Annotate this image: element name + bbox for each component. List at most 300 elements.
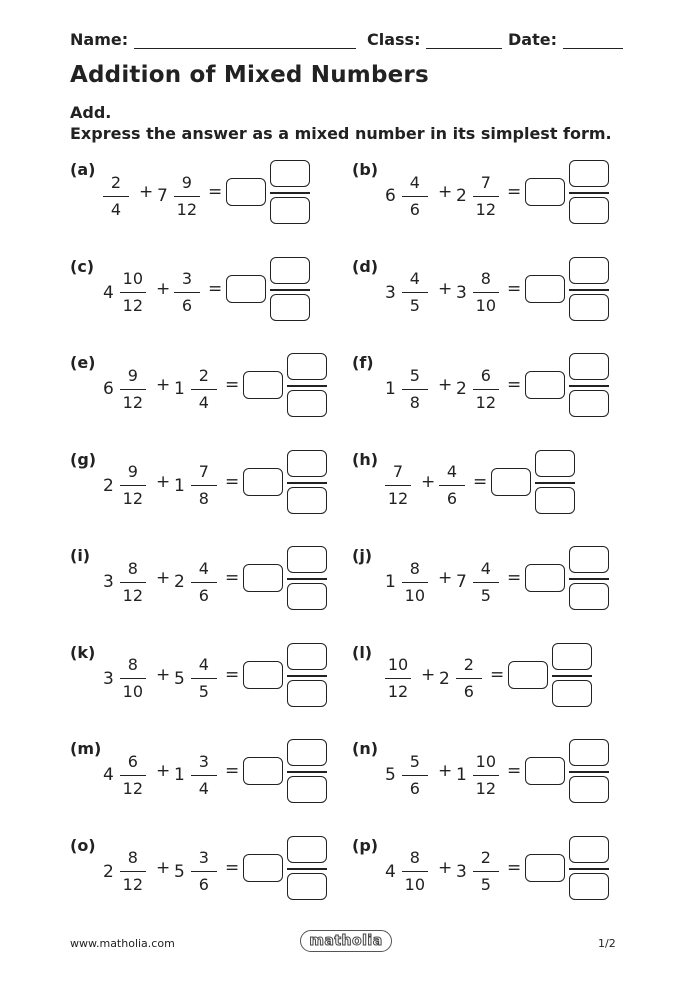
instruction-add: Add. [70, 103, 112, 122]
denominator: 12 [122, 392, 143, 412]
fraction [473, 366, 499, 413]
fraction [191, 752, 217, 799]
equals-sign: = [507, 568, 522, 588]
answer-denominator-box[interactable] [287, 487, 327, 514]
plus-sign: + [438, 278, 453, 299]
fraction-bar [456, 678, 482, 679]
answer-numerator-box[interactable] [535, 450, 575, 477]
denominator: 10 [404, 875, 425, 894]
whole-part: 7 [157, 186, 168, 206]
fraction-bar [103, 196, 129, 197]
answer-whole-box[interactable] [525, 854, 565, 882]
equals-sign: = [225, 761, 240, 781]
mixed-number [456, 359, 499, 419]
fraction-bar [473, 292, 499, 293]
class-field [367, 30, 502, 49]
answer-denominator-box[interactable] [569, 873, 609, 900]
numerator: 4 [409, 269, 420, 288]
equals-sign: = [208, 182, 223, 202]
answer-fraction-bar [287, 482, 327, 484]
mixed-number [456, 842, 499, 902]
fraction-bar [191, 871, 217, 872]
problem-j [352, 546, 652, 626]
answer-denominator-box[interactable] [287, 583, 327, 610]
answer-numerator-box[interactable] [270, 160, 310, 187]
answer-denominator-box[interactable] [569, 390, 609, 417]
fraction [385, 462, 411, 509]
denominator: 4 [110, 199, 122, 219]
denominator: 4 [198, 778, 209, 798]
mixed-number [456, 745, 499, 805]
whole-part: 2 [103, 861, 114, 882]
problem-label: (l) [352, 642, 373, 662]
problem-p [352, 836, 652, 916]
fraction-bar [174, 292, 200, 293]
mixed-number [456, 552, 499, 612]
answer-numerator-box[interactable] [287, 836, 327, 863]
fraction-bar [191, 389, 217, 390]
answer-denominator-box[interactable] [552, 680, 592, 707]
whole-part: 1 [456, 765, 467, 785]
problem-label: (c) [70, 256, 95, 276]
numerator: 4 [198, 655, 209, 674]
fraction-bar [191, 775, 217, 776]
numerator: 6 [480, 365, 491, 385]
plus-sign: + [156, 761, 171, 781]
problem-a [70, 160, 370, 240]
mixed-number [439, 456, 465, 516]
whole-part: 2 [174, 572, 185, 592]
numerator: 9 [127, 462, 138, 481]
numerator: 3 [198, 848, 209, 867]
problem-label: (k) [70, 642, 96, 662]
problem-label: (n) [352, 739, 379, 758]
whole-part: 2 [456, 186, 467, 206]
mixed-number [385, 745, 428, 805]
answer-whole-box[interactable] [226, 178, 266, 206]
footer-url: www.matholia.com [70, 937, 175, 950]
problem-label: (h) [352, 449, 379, 469]
problem-n [352, 739, 652, 819]
answer-fraction-bar [287, 385, 327, 387]
answer-whole-box[interactable] [491, 468, 531, 496]
whole-part: 1 [385, 572, 396, 592]
plus-sign: + [438, 182, 453, 202]
name-line[interactable] [134, 32, 356, 49]
answer-fraction-bar [569, 385, 609, 387]
plus-sign: + [156, 568, 171, 588]
fraction-bar [473, 775, 499, 776]
denominator: 12 [387, 489, 409, 508]
numerator: 8 [127, 655, 138, 674]
answer-numerator-box[interactable] [287, 353, 327, 380]
mixed-number [385, 359, 428, 419]
whole-part: 3 [456, 861, 467, 882]
mixed-number [174, 745, 217, 805]
denominator: 12 [122, 875, 143, 894]
denominator: 12 [122, 778, 143, 798]
plus-sign: + [438, 857, 453, 878]
denominator: 5 [480, 875, 491, 894]
answer-denominator-box[interactable] [287, 873, 327, 900]
problem-label: (o) [70, 835, 96, 855]
equals-sign: = [225, 568, 240, 588]
equals-sign: = [225, 857, 240, 878]
fraction [191, 559, 217, 606]
mixed-number [103, 263, 146, 323]
whole-part: 1 [174, 379, 185, 399]
whole-part: 4 [103, 765, 114, 785]
fraction-bar [120, 871, 146, 872]
answer-denominator-box[interactable] [270, 294, 310, 321]
denominator: 12 [475, 199, 496, 219]
mixed-number [385, 263, 428, 323]
answer-fraction-bar [569, 771, 609, 773]
answer-numerator-box[interactable] [569, 160, 609, 187]
whole-part: 1 [385, 379, 396, 399]
equals-sign: = [507, 182, 522, 202]
mixed-number [385, 649, 411, 709]
equals-sign: = [225, 471, 240, 492]
numerator: 9 [127, 365, 138, 385]
problem-f [352, 353, 652, 433]
equals-sign: = [473, 471, 488, 492]
fraction-bar [402, 871, 428, 872]
denominator: 12 [475, 778, 496, 798]
denominator: 12 [122, 585, 143, 605]
problem-label: (b) [352, 160, 379, 179]
denominator: 10 [404, 585, 425, 605]
problem-label: (j) [352, 546, 373, 565]
fraction [191, 462, 217, 509]
answer-denominator-box[interactable] [569, 294, 609, 321]
numerator: 4 [198, 558, 209, 578]
numerator: 8 [127, 558, 138, 578]
mixed-number [157, 166, 200, 226]
numerator: 10 [475, 751, 496, 771]
denominator: 6 [181, 296, 193, 315]
date-line[interactable] [563, 32, 623, 49]
denominator: 6 [409, 199, 420, 219]
fraction-bar [191, 485, 217, 486]
answer-fraction-bar [535, 482, 575, 484]
denominator: 8 [198, 489, 209, 508]
problem-o [70, 836, 370, 916]
answer-fraction-bar [569, 192, 609, 194]
fraction-bar [473, 871, 499, 872]
mixed-number [456, 263, 499, 323]
whole-part: 5 [385, 765, 396, 785]
answer-fraction-bar [287, 578, 327, 580]
whole-part: 4 [385, 861, 396, 882]
fraction-bar [473, 196, 499, 197]
fraction [456, 655, 482, 702]
numerator: 7 [198, 462, 209, 481]
fraction-bar [402, 389, 428, 390]
answer-whole-box[interactable] [243, 564, 283, 592]
date-field [508, 30, 623, 49]
answer-numerator-box[interactable] [569, 257, 609, 284]
denominator: 6 [198, 585, 209, 605]
numerator: 3 [198, 751, 209, 771]
mixed-number [103, 166, 129, 226]
name-label: Name: [70, 30, 129, 49]
mixed-number [174, 359, 217, 419]
plus-sign: + [421, 471, 436, 492]
denominator: 12 [387, 682, 409, 701]
problem-h [352, 450, 652, 530]
fraction-bar [402, 775, 428, 776]
problem-label: (e) [70, 353, 96, 372]
mixed-number [103, 359, 146, 419]
fraction-bar [191, 678, 217, 679]
answer-numerator-box[interactable] [287, 643, 327, 670]
denominator: 8 [409, 392, 420, 412]
equals-sign: = [507, 278, 522, 299]
mixed-number [103, 745, 146, 805]
plus-sign: + [139, 182, 154, 202]
mixed-number [174, 263, 200, 323]
problem-e [70, 353, 370, 433]
problem-b [352, 160, 652, 240]
plus-sign: + [438, 761, 453, 781]
answer-whole-box[interactable] [243, 661, 283, 689]
fraction-bar [473, 389, 499, 390]
answer-denominator-box[interactable] [569, 197, 609, 224]
fraction-bar [120, 775, 146, 776]
equals-sign: = [225, 375, 240, 395]
numerator: 8 [409, 848, 420, 867]
fraction [402, 559, 428, 606]
numerator: 6 [127, 751, 138, 771]
answer-whole-box[interactable] [243, 757, 283, 785]
answer-denominator-box[interactable] [287, 680, 327, 707]
denominator: 6 [463, 682, 474, 701]
answer-numerator-box[interactable] [569, 353, 609, 380]
problem-g [70, 450, 370, 530]
mixed-number [385, 552, 428, 612]
fraction [120, 752, 146, 799]
equals-sign: = [490, 664, 505, 685]
mixed-number [385, 456, 411, 516]
answer-fraction-bar [569, 289, 609, 291]
answer-whole-box[interactable] [525, 371, 565, 399]
fraction-bar [120, 582, 146, 583]
numerator: 2 [463, 655, 474, 674]
answer-whole-box[interactable] [508, 661, 548, 689]
mixed-number [439, 649, 482, 709]
answer-whole-box[interactable] [226, 275, 266, 303]
answer-numerator-box[interactable] [287, 450, 327, 477]
whole-part: 2 [439, 668, 450, 689]
problem-label: (i) [70, 546, 91, 565]
numerator: 8 [127, 848, 138, 867]
mixed-number [174, 649, 217, 709]
whole-part: 1 [174, 765, 185, 785]
class-line[interactable] [426, 32, 502, 49]
plus-sign: + [438, 375, 453, 395]
answer-fraction-bar [569, 868, 609, 870]
answer-denominator-box[interactable] [569, 776, 609, 803]
problem-label: (d) [352, 256, 379, 276]
answer-numerator-box[interactable] [569, 836, 609, 863]
matholia-logo: matholia [300, 930, 392, 952]
problem-label: (m) [70, 739, 102, 758]
numerator: 2 [198, 365, 209, 385]
answer-whole-box[interactable] [243, 468, 283, 496]
problem-label: (p) [352, 835, 379, 855]
equals-sign: = [507, 761, 522, 781]
equals-sign: = [507, 857, 522, 878]
fraction [402, 752, 428, 799]
numerator: 2 [480, 848, 491, 867]
whole-part: 6 [385, 186, 396, 206]
answer-whole-box[interactable] [525, 757, 565, 785]
whole-part: 3 [103, 572, 114, 592]
fraction [191, 848, 217, 895]
answer-numerator-box[interactable] [569, 739, 609, 766]
numerator: 5 [409, 751, 420, 771]
fraction [191, 366, 217, 413]
fraction [120, 366, 146, 413]
whole-part: 3 [103, 668, 114, 689]
fraction [402, 173, 428, 220]
problem-k [70, 642, 373, 723]
fraction [473, 752, 499, 799]
plus-sign: + [156, 857, 171, 878]
fraction-bar [120, 485, 146, 486]
numerator: 4 [446, 462, 458, 481]
answer-numerator-box[interactable] [270, 257, 310, 284]
problem-label: (f) [352, 353, 374, 372]
numerator: 9 [181, 172, 192, 192]
numerator: 4 [409, 172, 420, 192]
numerator: 10 [387, 655, 409, 674]
mixed-number [103, 649, 146, 709]
name-field [70, 30, 356, 49]
fraction-bar [191, 582, 217, 583]
whole-part: 1 [174, 475, 185, 496]
fraction-bar [402, 582, 428, 583]
numerator: 3 [181, 269, 193, 288]
denominator: 5 [409, 296, 420, 315]
denominator: 6 [198, 875, 209, 894]
fraction [120, 559, 146, 606]
problem-label: (a) [70, 160, 96, 179]
mixed-number [385, 166, 428, 226]
mixed-number [174, 552, 217, 612]
answer-whole-box[interactable] [243, 854, 283, 882]
fraction [473, 559, 499, 606]
answer-denominator-box[interactable] [287, 776, 327, 803]
fraction-bar [385, 485, 411, 486]
fraction [103, 173, 129, 220]
plus-sign: + [156, 471, 171, 492]
whole-part: 6 [103, 379, 114, 399]
answer-denominator-box[interactable] [287, 390, 327, 417]
equals-sign: = [225, 664, 240, 685]
answer-whole-box[interactable] [525, 275, 565, 303]
fraction-bar [120, 292, 146, 293]
denominator: 12 [122, 489, 143, 508]
plus-sign: + [438, 568, 453, 588]
problem-label: (g) [70, 449, 97, 469]
answer-fraction-bar [287, 675, 327, 677]
answer-denominator-box[interactable] [535, 487, 575, 514]
numerator: 4 [480, 558, 491, 578]
plus-sign: + [421, 664, 436, 685]
fraction [402, 269, 428, 316]
plus-sign: + [156, 375, 171, 395]
mixed-number [103, 552, 146, 612]
answer-fraction-bar [287, 868, 327, 870]
fraction-bar [385, 678, 411, 679]
fraction-bar [402, 196, 428, 197]
mixed-number [174, 842, 217, 902]
answer-numerator-box[interactable] [552, 643, 592, 670]
equals-sign: = [208, 278, 223, 299]
answer-whole-box[interactable] [525, 178, 565, 206]
answer-numerator-box[interactable] [569, 546, 609, 573]
fraction [120, 655, 146, 702]
answer-numerator-box[interactable] [287, 546, 327, 573]
fraction-bar [473, 582, 499, 583]
equals-sign: = [507, 375, 522, 395]
answer-fraction-bar [552, 675, 592, 677]
denominator: 12 [475, 392, 496, 412]
answer-numerator-box[interactable] [287, 739, 327, 766]
problem-m [70, 739, 370, 819]
whole-part: 5 [174, 861, 185, 882]
problem-l [352, 643, 652, 723]
fraction [402, 848, 428, 895]
answer-whole-box[interactable] [525, 564, 565, 592]
whole-part: 2 [456, 379, 467, 399]
mixed-number [456, 166, 499, 226]
whole-part: 3 [385, 282, 396, 303]
denominator: 5 [198, 682, 209, 701]
answer-denominator-box[interactable] [569, 583, 609, 610]
problem-i [70, 546, 373, 626]
answer-fraction-bar [270, 192, 310, 194]
page-title: Addition of Mixed Numbers [70, 62, 429, 88]
header [70, 30, 620, 54]
fraction-bar [174, 196, 200, 197]
answer-whole-box[interactable] [243, 371, 283, 399]
fraction-bar [120, 678, 146, 679]
denominator: 6 [409, 778, 420, 798]
whole-part: 3 [456, 282, 467, 303]
answer-fraction-bar [569, 578, 609, 580]
denominator: 10 [475, 296, 496, 315]
date-label: Date: [508, 30, 557, 49]
fraction [473, 269, 499, 316]
fraction [120, 269, 146, 316]
instruction-express: Express the answer as a mixed number in its simplest form. [70, 124, 612, 143]
numerator: 10 [122, 269, 143, 288]
numerator: 2 [110, 172, 122, 192]
numerator: 5 [409, 365, 420, 385]
whole-part: 7 [456, 572, 467, 592]
mixed-number [103, 456, 146, 516]
answer-fraction-bar [287, 771, 327, 773]
numerator: 8 [480, 269, 491, 288]
fraction-bar [402, 292, 428, 293]
mixed-number [103, 842, 146, 902]
numerator: 8 [409, 558, 420, 578]
fraction-bar [439, 485, 465, 486]
answer-denominator-box[interactable] [270, 197, 310, 224]
